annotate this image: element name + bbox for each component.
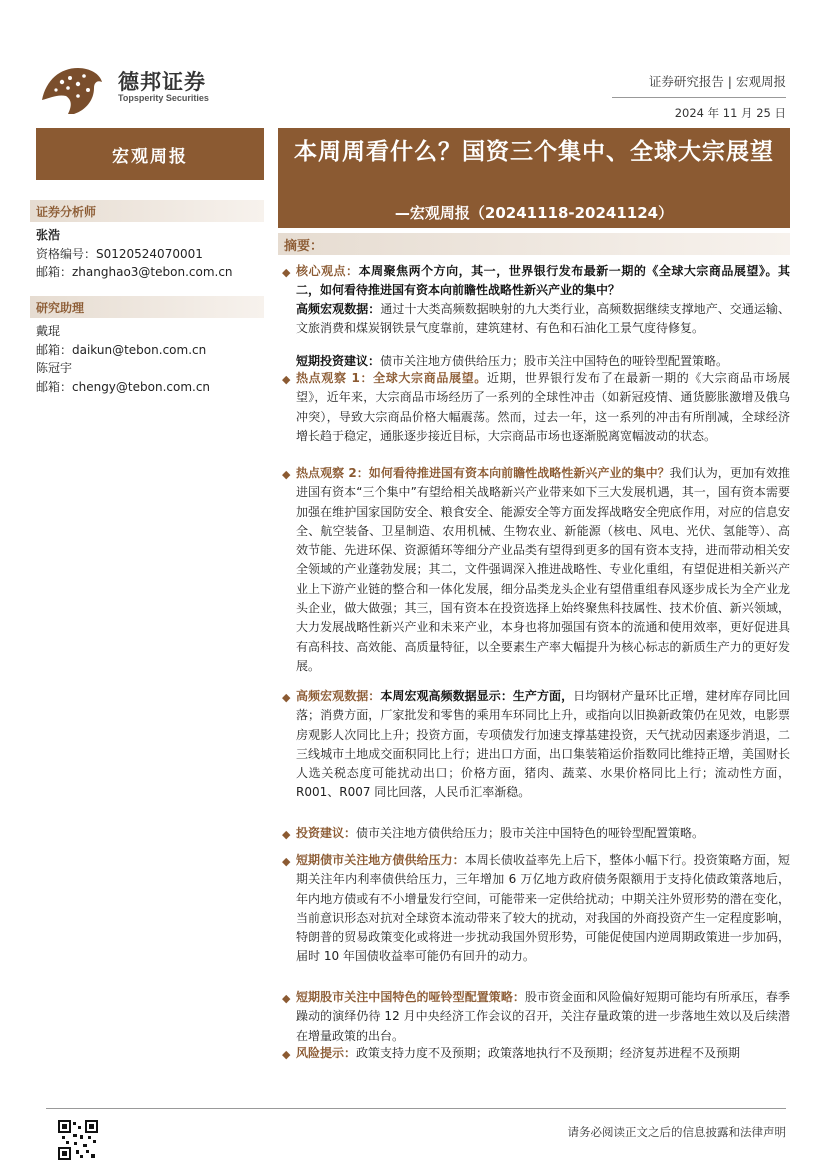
analyst-certificate: 资格编号：S0120524070001 <box>36 247 203 261</box>
analyst-name: 张浩 <box>36 228 61 242</box>
list-item: 热点观察 1：全球大宗商品展望。近期，世界银行发布了在最新一期的《大宗商品市场展望》，近年来，大宗商品市场经历了一系列的全球性冲击（如新冠疫情、通货膨胀激增及俄乌冲突），导致大宗商品价格大幅震荡。然而，过去一年，这一系列的冲击有所削减，全球经济增长趋于稳定，通胀逐步接近目标，大宗商品市场也逐渐脱离宽幅波动的状态。 <box>296 371 790 443</box>
brand-name: 德邦证券 <box>118 70 206 94</box>
bullet-diamond-icon: ◆ <box>282 992 291 1005</box>
bullet-diamond-icon: ◆ <box>282 855 291 868</box>
bullet-diamond-icon: ◆ <box>282 468 291 481</box>
header-divider <box>612 97 786 98</box>
bullet-diamond-icon: ◆ <box>282 266 291 279</box>
report-title: 本周周看什么？国资三个集中、全球大宗展望 <box>294 139 774 165</box>
footer-divider <box>46 1108 786 1109</box>
assistant-name: 戴琨 <box>36 324 61 338</box>
title-banner <box>278 128 790 228</box>
bullet-diamond-icon: ◆ <box>282 828 291 841</box>
assistant-email[interactable]: 邮箱：chengy@tebon.com.cn <box>36 380 211 394</box>
list-item: 高频宏观数据：本周宏观高频数据显示：生产方面，日均钢材产量环比正增，建材库存同比回落；消费方面，厂家批发和零售的乘用车环同比上升，或指向以旧换新政策仍在见效，电影票房观影人次同比上升；投资方面，专项债发行加速支撑基建投资，天气扰动因素逐步消退，二三线城市土地成交面积同比上行；进出口方面，出口集装箱运价指数同比维持正增，美国财长人选关税态度可能扰动出口；价格方面，猪肉、蔬菜、水果价格同比上行；流动性方面，R001、R007 同比回落，人民币汇率渐稳。 <box>296 689 790 800</box>
assistant-name: 陈冠宇 <box>36 361 73 375</box>
report-type: 证券研究报告 | 宏观周报 <box>648 74 786 89</box>
bullet-diamond-icon: ◆ <box>282 691 291 704</box>
list-item: 短期股市关注中国特色的哑铃型配置策略：股市资金面和风险偏好短期可能均有所承压，春季躁动的演绎仍待 12 月中央经济工作会议的召开，关注存量政策的进一步落地生效以及后续潜在增量政策的出台。 <box>296 990 790 1043</box>
list-item: 热点观察 2：如何看待推进国有资本向前瞻性战略性新兴产业的集中？我们认为，更加有效推进国有资本“三个集中”有望给相关战略新兴产业带来如下三大发展机遇，其一，国有资本需要加强在维护国家国防安全、粮食安全、能源安全等方面发挥战略安全兜底作用，对应的信息安全、航空装备、卫星制造、农用机械、生物农业、新能源（核电、风电、光伏、氢能等）、高效节能、先进环保、资源循环等细分产业品类有望得到更多的国有资本支持，进而带动相关安全领域的产业蓬勃发展；其二，文件强调深入推进战略性、专业化重组，有望促进相关新兴产业上下游产业链的整合和一体化发展，细分品类龙头企业有望借重组春风逐步成长为全产业龙头企业，做大做强；其三，国有资本在投资选择上始终聚焦科技属性、技术价值、新兴领域，大力发展战略性新兴产业和未来产业，本身也将加强国有资本的流通和使用效率，更好促进具有高科技、高效能、高质量特征，以全要素生产率大幅提升为核心标志的新质生产力的更好发展。 <box>296 466 790 673</box>
qr-code-icon[interactable] <box>58 1120 98 1160</box>
bullet-diamond-icon: ◆ <box>282 1048 291 1061</box>
list-item: 风险提示：政策支持力度不及预期；政策落地执行不及预期；经济复苏进程不及预期 <box>296 1046 741 1060</box>
analyst-heading: 证券分析师 <box>30 200 264 222</box>
summary-heading: 摘要： <box>278 233 790 255</box>
leopard-logo-icon <box>38 60 104 116</box>
analyst-email[interactable]: 邮箱：zhanghao3@tebon.com.cn <box>36 265 233 279</box>
list-item: 核心观点：本周聚焦两个方向，其一，世界银行发布最新一期的《全球大宗商品展望》。其二，如何看待推进国有资本向前瞻性战略性新兴产业的集中？ <box>296 264 790 298</box>
list-item: 短期投资建议：债市关注地方债供给压力；股市关注中国特色的哑铃型配置策略。 <box>296 354 729 368</box>
list-item: 短期债市关注地方债供给压力：本周长债收益率先上后下，整体小幅下行。投资策略方面，短期关注年内利率债供给压力，三年增加 6 万亿地方政府债务限额用于支持化债政策落地后，年内地方债或有不小增量发行空间，可能带来一定供给扰动；中期关注外贸形势的潜在变化，当前意识形态对抗对全球资本流动带来了较大的扰动，对我国的外商投资产生一定程度影响，特朗普的贸易政策变化或将进一步扰动我国外贸形势，可能促使国内逆周期政策进一步加码，届时 10 年国债收益率可能仍有回升的动力。 <box>296 853 790 964</box>
disclaimer-note: 请务必阅读正文之后的信息披露和法律声明 <box>567 1125 786 1139</box>
list-item: 投资建议：债市关注地方债供给压力；股市关注中国特色的哑铃型配置策略。 <box>296 826 705 840</box>
brand-english: Topsperity Securities <box>118 93 209 103</box>
report-category-banner: 宏观周报 <box>36 128 264 180</box>
bullet-diamond-icon: ◆ <box>282 373 291 386</box>
report-date: 2024 年 11 月 25 日 <box>674 106 786 120</box>
assistant-email[interactable]: 邮箱：daikun@tebon.com.cn <box>36 343 207 357</box>
report-subtitle: —宏观周报（20241118-20241124） <box>394 204 674 222</box>
list-item: 高频宏观数据：通过十大类高频数据映射的九大类行业，高频数据继续支撑地产、交通运输、文旅消费和煤炭钢铁景气度靠前，建筑建材、有色和石油化工景气度待修复。 <box>296 302 790 336</box>
assistant-heading: 研究助理 <box>30 296 264 318</box>
